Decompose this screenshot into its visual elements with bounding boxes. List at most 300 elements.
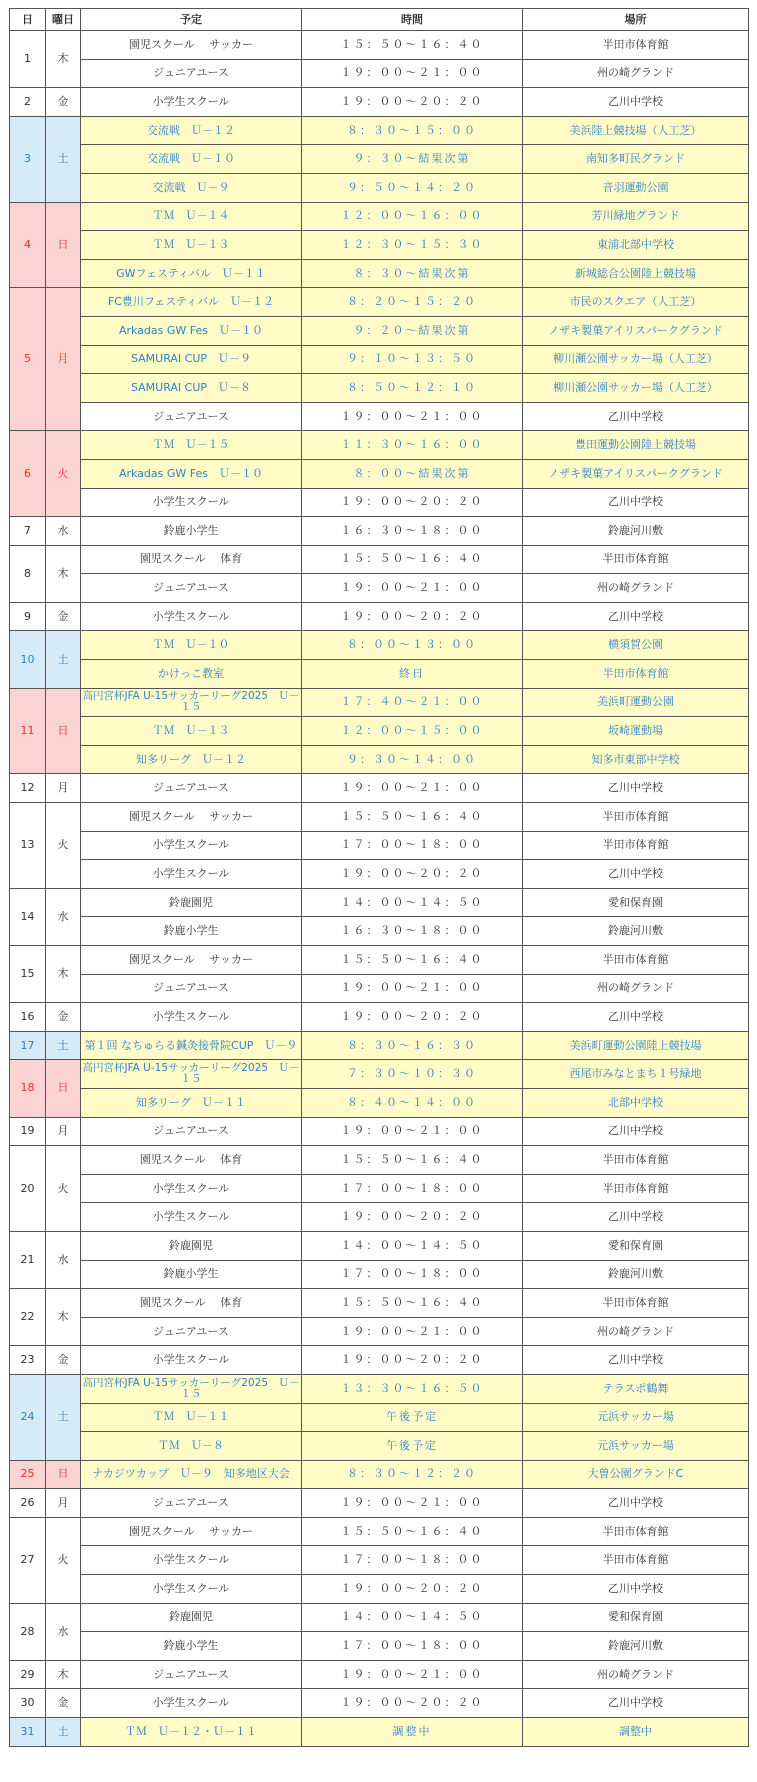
event-cell: 鈴鹿園児 <box>81 888 302 917</box>
table-row <box>10 602 749 631</box>
event-cell: かけっこ教室 <box>81 660 302 689</box>
table-row <box>10 374 749 403</box>
day-number: 12 <box>10 774 46 803</box>
place-cell: 新城総合公園陸上競技場 <box>523 259 749 288</box>
day-weekday: 日 <box>46 1060 81 1117</box>
event-cell: 小学生スクール <box>81 1174 302 1203</box>
time-cell: ８：３０〜１２：２０ <box>302 1460 523 1489</box>
event-cell: 小学生スクール <box>81 860 302 889</box>
table-row <box>10 1146 749 1175</box>
event-cell: 小学生スクール <box>81 831 302 860</box>
day-weekday: 日 <box>46 1460 81 1489</box>
day-number: 25 <box>10 1460 46 1489</box>
header-day: 日 <box>10 9 46 31</box>
event-cell: GWフェスティバル Ｕ－１１ <box>81 259 302 288</box>
table-row <box>10 459 749 488</box>
place-cell: 半田市体育館 <box>523 946 749 975</box>
table-row <box>10 1174 749 1203</box>
table-row <box>10 1660 749 1689</box>
time-cell: １９：００〜２０：２０ <box>302 1575 523 1604</box>
place-cell: 乙川中学校 <box>523 1203 749 1232</box>
event-cell: 園児スクール サッカー <box>81 946 302 975</box>
time-cell: １３：３０〜１６：５０ <box>302 1374 523 1403</box>
event-cell: 高円宮杯JFA U-15サッカーリーグ2025 Ｕ－１５ <box>81 1060 302 1089</box>
place-cell: 愛和保育園 <box>523 1231 749 1260</box>
place-cell: 東浦北部中学校 <box>523 231 749 260</box>
event-cell: 鈴鹿小学生 <box>81 1260 302 1289</box>
day-number: 28 <box>10 1603 46 1660</box>
place-cell: 鈴鹿河川敷 <box>523 1260 749 1289</box>
day-number: 1 <box>10 31 46 88</box>
table-row <box>10 631 749 660</box>
event-cell: 交流戦 Ｕ－１２ <box>81 116 302 145</box>
place-cell: 半田市体育館 <box>523 803 749 832</box>
event-cell: ＴＭ Ｕ－１３ <box>81 717 302 746</box>
day-number: 18 <box>10 1060 46 1117</box>
day-weekday: 土 <box>46 116 81 202</box>
day-weekday: 木 <box>46 1289 81 1346</box>
event-cell: SAMURAI CUP Ｕ－９ <box>81 345 302 374</box>
day-weekday: 月 <box>46 288 81 431</box>
event-cell: 鈴鹿小学生 <box>81 1632 302 1661</box>
day-weekday: 土 <box>46 631 81 688</box>
place-cell: 半田市体育館 <box>523 831 749 860</box>
place-cell: 美浜町運動公園 <box>523 688 749 717</box>
time-cell: １９：００〜２１：００ <box>302 1117 523 1146</box>
time-cell: １４：００〜１４：５０ <box>302 1231 523 1260</box>
table-row <box>10 1317 749 1346</box>
place-cell: 音羽運動公園 <box>523 173 749 202</box>
table-row <box>10 946 749 975</box>
place-cell: 美浜町運動公園陸上競技場 <box>523 1031 749 1060</box>
event-cell: 小学生スクール <box>81 602 302 631</box>
time-cell: １５：５０〜１６：４０ <box>302 946 523 975</box>
day-number: 10 <box>10 631 46 688</box>
place-cell: 半田市体育館 <box>523 545 749 574</box>
table-row <box>10 402 749 431</box>
place-cell: 柳川瀬公園サッカー場（人工芝） <box>523 345 749 374</box>
place-cell: 南知多町民グランド <box>523 145 749 174</box>
event-cell: Arkadas GW Fes Ｕ－１０ <box>81 316 302 345</box>
table-row <box>10 316 749 345</box>
table-row <box>10 660 749 689</box>
time-cell: ８：３０〜結果次第 <box>302 259 523 288</box>
time-cell: １９：００〜２１：００ <box>302 1489 523 1518</box>
table-row <box>10 59 749 88</box>
time-cell: １９：００〜２１：００ <box>302 1660 523 1689</box>
event-cell: ＴＭ Ｕ－８ <box>81 1432 302 1461</box>
day-weekday: 金 <box>46 602 81 631</box>
event-cell: ＴＭ Ｕ－１２・Ｕ－１１ <box>81 1718 302 1747</box>
time-cell: １５：５０〜１６：４０ <box>302 31 523 60</box>
time-cell: 終日 <box>302 660 523 689</box>
table-row <box>10 574 749 603</box>
event-cell: 小学生スクール <box>81 1346 302 1375</box>
day-number: 23 <box>10 1346 46 1375</box>
place-cell: ノザキ製菓アイリスパークグランド <box>523 459 749 488</box>
day-weekday: 火 <box>46 803 81 889</box>
table-row <box>10 831 749 860</box>
day-number: 22 <box>10 1289 46 1346</box>
schedule-container <box>9 8 749 1747</box>
day-number: 24 <box>10 1374 46 1460</box>
day-weekday: 金 <box>46 88 81 117</box>
event-cell: 小学生スクール <box>81 1546 302 1575</box>
place-cell: 乙川中学校 <box>523 1489 749 1518</box>
event-cell: 第１回 なちゅらる鍼灸接骨院CUP Ｕ－９ <box>81 1031 302 1060</box>
place-cell: 半田市体育館 <box>523 31 749 60</box>
day-number: 4 <box>10 202 46 288</box>
place-cell: 乙川中学校 <box>523 1346 749 1375</box>
table-row <box>10 1203 749 1232</box>
day-weekday: 月 <box>46 1117 81 1146</box>
day-weekday: 水 <box>46 888 81 945</box>
place-cell: 大曽公園グランドC <box>523 1460 749 1489</box>
time-cell: １９：００〜２０：２０ <box>302 488 523 517</box>
table-row <box>10 1088 749 1117</box>
header-event: 予定 <box>81 9 302 31</box>
day-number: 11 <box>10 688 46 774</box>
time-cell: ８：５０〜１２：１０ <box>302 374 523 403</box>
place-cell: 愛和保育園 <box>523 1603 749 1632</box>
time-cell: １７：００〜１８：００ <box>302 831 523 860</box>
day-weekday: 水 <box>46 1603 81 1660</box>
place-cell: 北部中学校 <box>523 1088 749 1117</box>
table-row <box>10 1460 749 1489</box>
place-cell: 豊田運動公園陸上競技場 <box>523 431 749 460</box>
place-cell: 半田市体育館 <box>523 1546 749 1575</box>
time-cell: １９：００〜２１：００ <box>302 774 523 803</box>
place-cell: 鈴鹿河川敷 <box>523 517 749 546</box>
day-weekday: 月 <box>46 774 81 803</box>
day-number: 27 <box>10 1517 46 1603</box>
place-cell: 芳川緑地グランド <box>523 202 749 231</box>
table-row <box>10 545 749 574</box>
place-cell: 元浜サッカー場 <box>523 1403 749 1432</box>
place-cell: 州の崎グランド <box>523 1317 749 1346</box>
event-cell: 園児スクール サッカー <box>81 1517 302 1546</box>
time-cell: １５：５０〜１６：４０ <box>302 545 523 574</box>
time-cell: １９：００〜２１：００ <box>302 574 523 603</box>
table-row <box>10 1689 749 1718</box>
time-cell: ９：２０〜結果次第 <box>302 316 523 345</box>
day-weekday: 水 <box>46 1231 81 1288</box>
time-cell: ８：２０〜１５：２０ <box>302 288 523 317</box>
event-cell: ＴＭ Ｕ－１３ <box>81 231 302 260</box>
event-cell: ジュニアユース <box>81 1317 302 1346</box>
day-weekday: 土 <box>46 1718 81 1747</box>
day-number: 9 <box>10 602 46 631</box>
place-cell: 柳川瀬公園サッカー場（人工芝） <box>523 374 749 403</box>
time-cell: １２：００〜１６：００ <box>302 202 523 231</box>
table-row <box>10 717 749 746</box>
day-number: 6 <box>10 431 46 517</box>
table-row <box>10 345 749 374</box>
time-cell: １９：００〜２０：２０ <box>302 1689 523 1718</box>
event-cell: 小学生スクール <box>81 1575 302 1604</box>
day-weekday: 木 <box>46 1660 81 1689</box>
table-row <box>10 774 749 803</box>
place-cell: 州の崎グランド <box>523 974 749 1003</box>
place-cell: 乙川中学校 <box>523 488 749 517</box>
time-cell: １９：００〜２０：２０ <box>302 88 523 117</box>
event-cell: 鈴鹿園児 <box>81 1603 302 1632</box>
place-cell: 半田市体育館 <box>523 1174 749 1203</box>
time-cell: 調整中 <box>302 1718 523 1747</box>
time-cell: 午後予定 <box>302 1432 523 1461</box>
time-cell: １９：００〜２０：２０ <box>302 1003 523 1032</box>
time-cell: １６：３０〜１８：００ <box>302 517 523 546</box>
place-cell: 乙川中学校 <box>523 1575 749 1604</box>
event-cell: 鈴鹿小学生 <box>81 517 302 546</box>
time-cell: １９：００〜２０：２０ <box>302 602 523 631</box>
table-row <box>10 1346 749 1375</box>
event-cell: ジュニアユース <box>81 59 302 88</box>
time-cell: ９：１０〜１３：５０ <box>302 345 523 374</box>
place-cell: 州の崎グランド <box>523 1660 749 1689</box>
day-number: 26 <box>10 1489 46 1518</box>
time-cell: １２：３０〜１５：３０ <box>302 231 523 260</box>
day-weekday: 木 <box>46 545 81 602</box>
place-cell: 乙川中学校 <box>523 1117 749 1146</box>
time-cell: １７：００〜１８：００ <box>302 1260 523 1289</box>
day-weekday: 月 <box>46 1489 81 1518</box>
event-cell: ＴＭ Ｕ－１５ <box>81 431 302 460</box>
table-row <box>10 431 749 460</box>
place-cell: 半田市体育館 <box>523 1146 749 1175</box>
table-row <box>10 145 749 174</box>
table-row <box>10 1031 749 1060</box>
place-cell: 調整中 <box>523 1718 749 1747</box>
event-cell: 鈴鹿小学生 <box>81 917 302 946</box>
time-cell: １２：００〜１５：００ <box>302 717 523 746</box>
table-row <box>10 688 749 717</box>
time-cell: ８：００〜結果次第 <box>302 459 523 488</box>
place-cell: 乙川中学校 <box>523 1689 749 1718</box>
time-cell: １４：００〜１４：５０ <box>302 888 523 917</box>
day-number: 19 <box>10 1117 46 1146</box>
time-cell: １７：４０〜２１：００ <box>302 688 523 717</box>
time-cell: １６：３０〜１８：００ <box>302 917 523 946</box>
header-row <box>10 9 749 31</box>
day-number: 13 <box>10 803 46 889</box>
table-row <box>10 1632 749 1661</box>
place-cell: テラスポ鶴舞 <box>523 1374 749 1403</box>
place-cell: 市民のスクエア（人工芝） <box>523 288 749 317</box>
place-cell: 乙川中学校 <box>523 402 749 431</box>
time-cell: １５：５０〜１６：４０ <box>302 803 523 832</box>
table-row <box>10 1603 749 1632</box>
schedule-body <box>10 31 749 1747</box>
day-weekday: 土 <box>46 1374 81 1460</box>
time-cell: １１：３０〜１６：００ <box>302 431 523 460</box>
place-cell: 愛和保育園 <box>523 888 749 917</box>
day-weekday: 土 <box>46 1031 81 1060</box>
table-row <box>10 1546 749 1575</box>
event-cell: 園児スクール 体育 <box>81 545 302 574</box>
table-row <box>10 31 749 60</box>
place-cell: 州の崎グランド <box>523 574 749 603</box>
table-row <box>10 1374 749 1403</box>
day-weekday: 水 <box>46 517 81 546</box>
table-row <box>10 231 749 260</box>
time-cell: １７：００〜１８：００ <box>302 1174 523 1203</box>
table-row <box>10 974 749 1003</box>
event-cell: 鈴鹿園児 <box>81 1231 302 1260</box>
table-row <box>10 1517 749 1546</box>
day-number: 30 <box>10 1689 46 1718</box>
time-cell: １７：００〜１８：００ <box>302 1546 523 1575</box>
event-cell: 知多リーグ Ｕ－１１ <box>81 1088 302 1117</box>
time-cell: １５：５０〜１６：４０ <box>302 1289 523 1318</box>
day-weekday: 日 <box>46 202 81 288</box>
event-cell: 高円宮杯JFA U-15サッカーリーグ2025 Ｕ－１５ <box>81 688 302 717</box>
event-cell: ＴＭ Ｕ－１１ <box>81 1403 302 1432</box>
place-cell: 鈴鹿河川敷 <box>523 917 749 946</box>
table-row <box>10 803 749 832</box>
place-cell: 美浜陸上競技場（人工芝） <box>523 116 749 145</box>
day-weekday: 火 <box>46 1517 81 1603</box>
event-cell: ジュニアユース <box>81 974 302 1003</box>
place-cell: 半田市体育館 <box>523 1517 749 1546</box>
day-weekday: 金 <box>46 1003 81 1032</box>
place-cell: 乙川中学校 <box>523 1003 749 1032</box>
day-number: 15 <box>10 946 46 1003</box>
place-cell: 州の崎グランド <box>523 59 749 88</box>
place-cell: 西尾市みなとまち１号緑地 <box>523 1060 749 1089</box>
time-cell: １９：００〜２０：２０ <box>302 860 523 889</box>
event-cell: ジュニアユース <box>81 402 302 431</box>
table-row <box>10 1231 749 1260</box>
event-cell: 小学生スクール <box>81 1203 302 1232</box>
event-cell: FC豊川フェスティバル Ｕ－１２ <box>81 288 302 317</box>
time-cell: ８：３０〜１５：００ <box>302 116 523 145</box>
header-weekday: 曜日 <box>46 9 81 31</box>
event-cell: ＴＭ Ｕ－１０ <box>81 631 302 660</box>
time-cell: ７：３０〜１０：３０ <box>302 1060 523 1089</box>
event-cell: 小学生スクール <box>81 1689 302 1718</box>
place-cell: 半田市体育館 <box>523 660 749 689</box>
table-row <box>10 1718 749 1747</box>
time-cell: ９：５０〜１４：２０ <box>302 173 523 202</box>
day-number: 8 <box>10 545 46 602</box>
table-row <box>10 202 749 231</box>
table-row <box>10 1060 749 1089</box>
event-cell: 知多リーグ Ｕ－１２ <box>81 745 302 774</box>
event-cell: ジュニアユース <box>81 774 302 803</box>
table-row <box>10 173 749 202</box>
event-cell: 小学生スクール <box>81 488 302 517</box>
event-cell: 小学生スクール <box>81 1003 302 1032</box>
schedule-table <box>9 8 749 1747</box>
place-cell: 乙川中学校 <box>523 602 749 631</box>
table-row <box>10 259 749 288</box>
event-cell: ジュニアユース <box>81 1660 302 1689</box>
table-row <box>10 116 749 145</box>
day-weekday: 金 <box>46 1346 81 1375</box>
day-number: 16 <box>10 1003 46 1032</box>
event-cell: 交流戦 Ｕ－９ <box>81 173 302 202</box>
time-cell: ８：３０〜１６：３０ <box>302 1031 523 1060</box>
day-weekday: 木 <box>46 31 81 88</box>
day-number: 14 <box>10 888 46 945</box>
day-number: 21 <box>10 1231 46 1288</box>
header-time: 時間 <box>302 9 523 31</box>
day-number: 20 <box>10 1146 46 1232</box>
event-cell: ＴＭ Ｕ－１４ <box>81 202 302 231</box>
place-cell: 乙川中学校 <box>523 860 749 889</box>
event-cell: 園児スクール 体育 <box>81 1289 302 1318</box>
day-number: 2 <box>10 88 46 117</box>
table-row <box>10 1575 749 1604</box>
event-cell: ジュニアユース <box>81 1117 302 1146</box>
table-row <box>10 1432 749 1461</box>
table-row <box>10 917 749 946</box>
place-cell: 乙川中学校 <box>523 88 749 117</box>
table-row <box>10 888 749 917</box>
table-row <box>10 488 749 517</box>
event-cell: ジュニアユース <box>81 574 302 603</box>
table-row <box>10 745 749 774</box>
time-cell: 午後予定 <box>302 1403 523 1432</box>
place-cell: 元浜サッカー場 <box>523 1432 749 1461</box>
table-row <box>10 517 749 546</box>
time-cell: １７：００〜１８：００ <box>302 1632 523 1661</box>
table-row <box>10 1403 749 1432</box>
day-number: 5 <box>10 288 46 431</box>
time-cell: １４：００〜１４：５０ <box>302 1603 523 1632</box>
event-cell: 園児スクール サッカー <box>81 803 302 832</box>
time-cell: １９：００〜２１：００ <box>302 974 523 1003</box>
event-cell: ナカジツカップ Ｕ－９ 知多地区大会 <box>81 1460 302 1489</box>
day-number: 17 <box>10 1031 46 1060</box>
place-cell: ノザキ製菓アイリスパークグランド <box>523 316 749 345</box>
place-cell: 鈴鹿河川敷 <box>523 1632 749 1661</box>
day-number: 3 <box>10 116 46 202</box>
header-place: 場所 <box>523 9 749 31</box>
event-cell: ジュニアユース <box>81 1489 302 1518</box>
event-cell: 小学生スクール <box>81 88 302 117</box>
day-number: 7 <box>10 517 46 546</box>
event-cell: 高円宮杯JFA U-15サッカーリーグ2025 Ｕ－１５ <box>81 1374 302 1403</box>
time-cell: ８：４０〜１４：００ <box>302 1088 523 1117</box>
time-cell: ９：３０〜結果次第 <box>302 145 523 174</box>
time-cell: １５：５０〜１６：４０ <box>302 1517 523 1546</box>
table-row <box>10 1260 749 1289</box>
day-weekday: 木 <box>46 946 81 1003</box>
time-cell: ８：００〜１３：００ <box>302 631 523 660</box>
event-cell: 園児スクール 体育 <box>81 1146 302 1175</box>
table-row <box>10 288 749 317</box>
time-cell: １９：００〜２１：００ <box>302 59 523 88</box>
day-weekday: 火 <box>46 1146 81 1232</box>
day-number: 31 <box>10 1718 46 1747</box>
time-cell: １９：００〜２１：００ <box>302 1317 523 1346</box>
place-cell: 半田市体育館 <box>523 1289 749 1318</box>
table-row <box>10 1489 749 1518</box>
time-cell: １９：００〜２０：２０ <box>302 1346 523 1375</box>
event-cell: SAMURAI CUP Ｕ－８ <box>81 374 302 403</box>
place-cell: 坂崎運動場 <box>523 717 749 746</box>
table-row <box>10 860 749 889</box>
time-cell: ９：３０〜１４：００ <box>302 745 523 774</box>
place-cell: 乙川中学校 <box>523 774 749 803</box>
table-row <box>10 1289 749 1318</box>
time-cell: １９：００〜２１：００ <box>302 402 523 431</box>
event-cell: 交流戦 Ｕ－１０ <box>81 145 302 174</box>
table-row <box>10 1003 749 1032</box>
place-cell: 知多市東部中学校 <box>523 745 749 774</box>
